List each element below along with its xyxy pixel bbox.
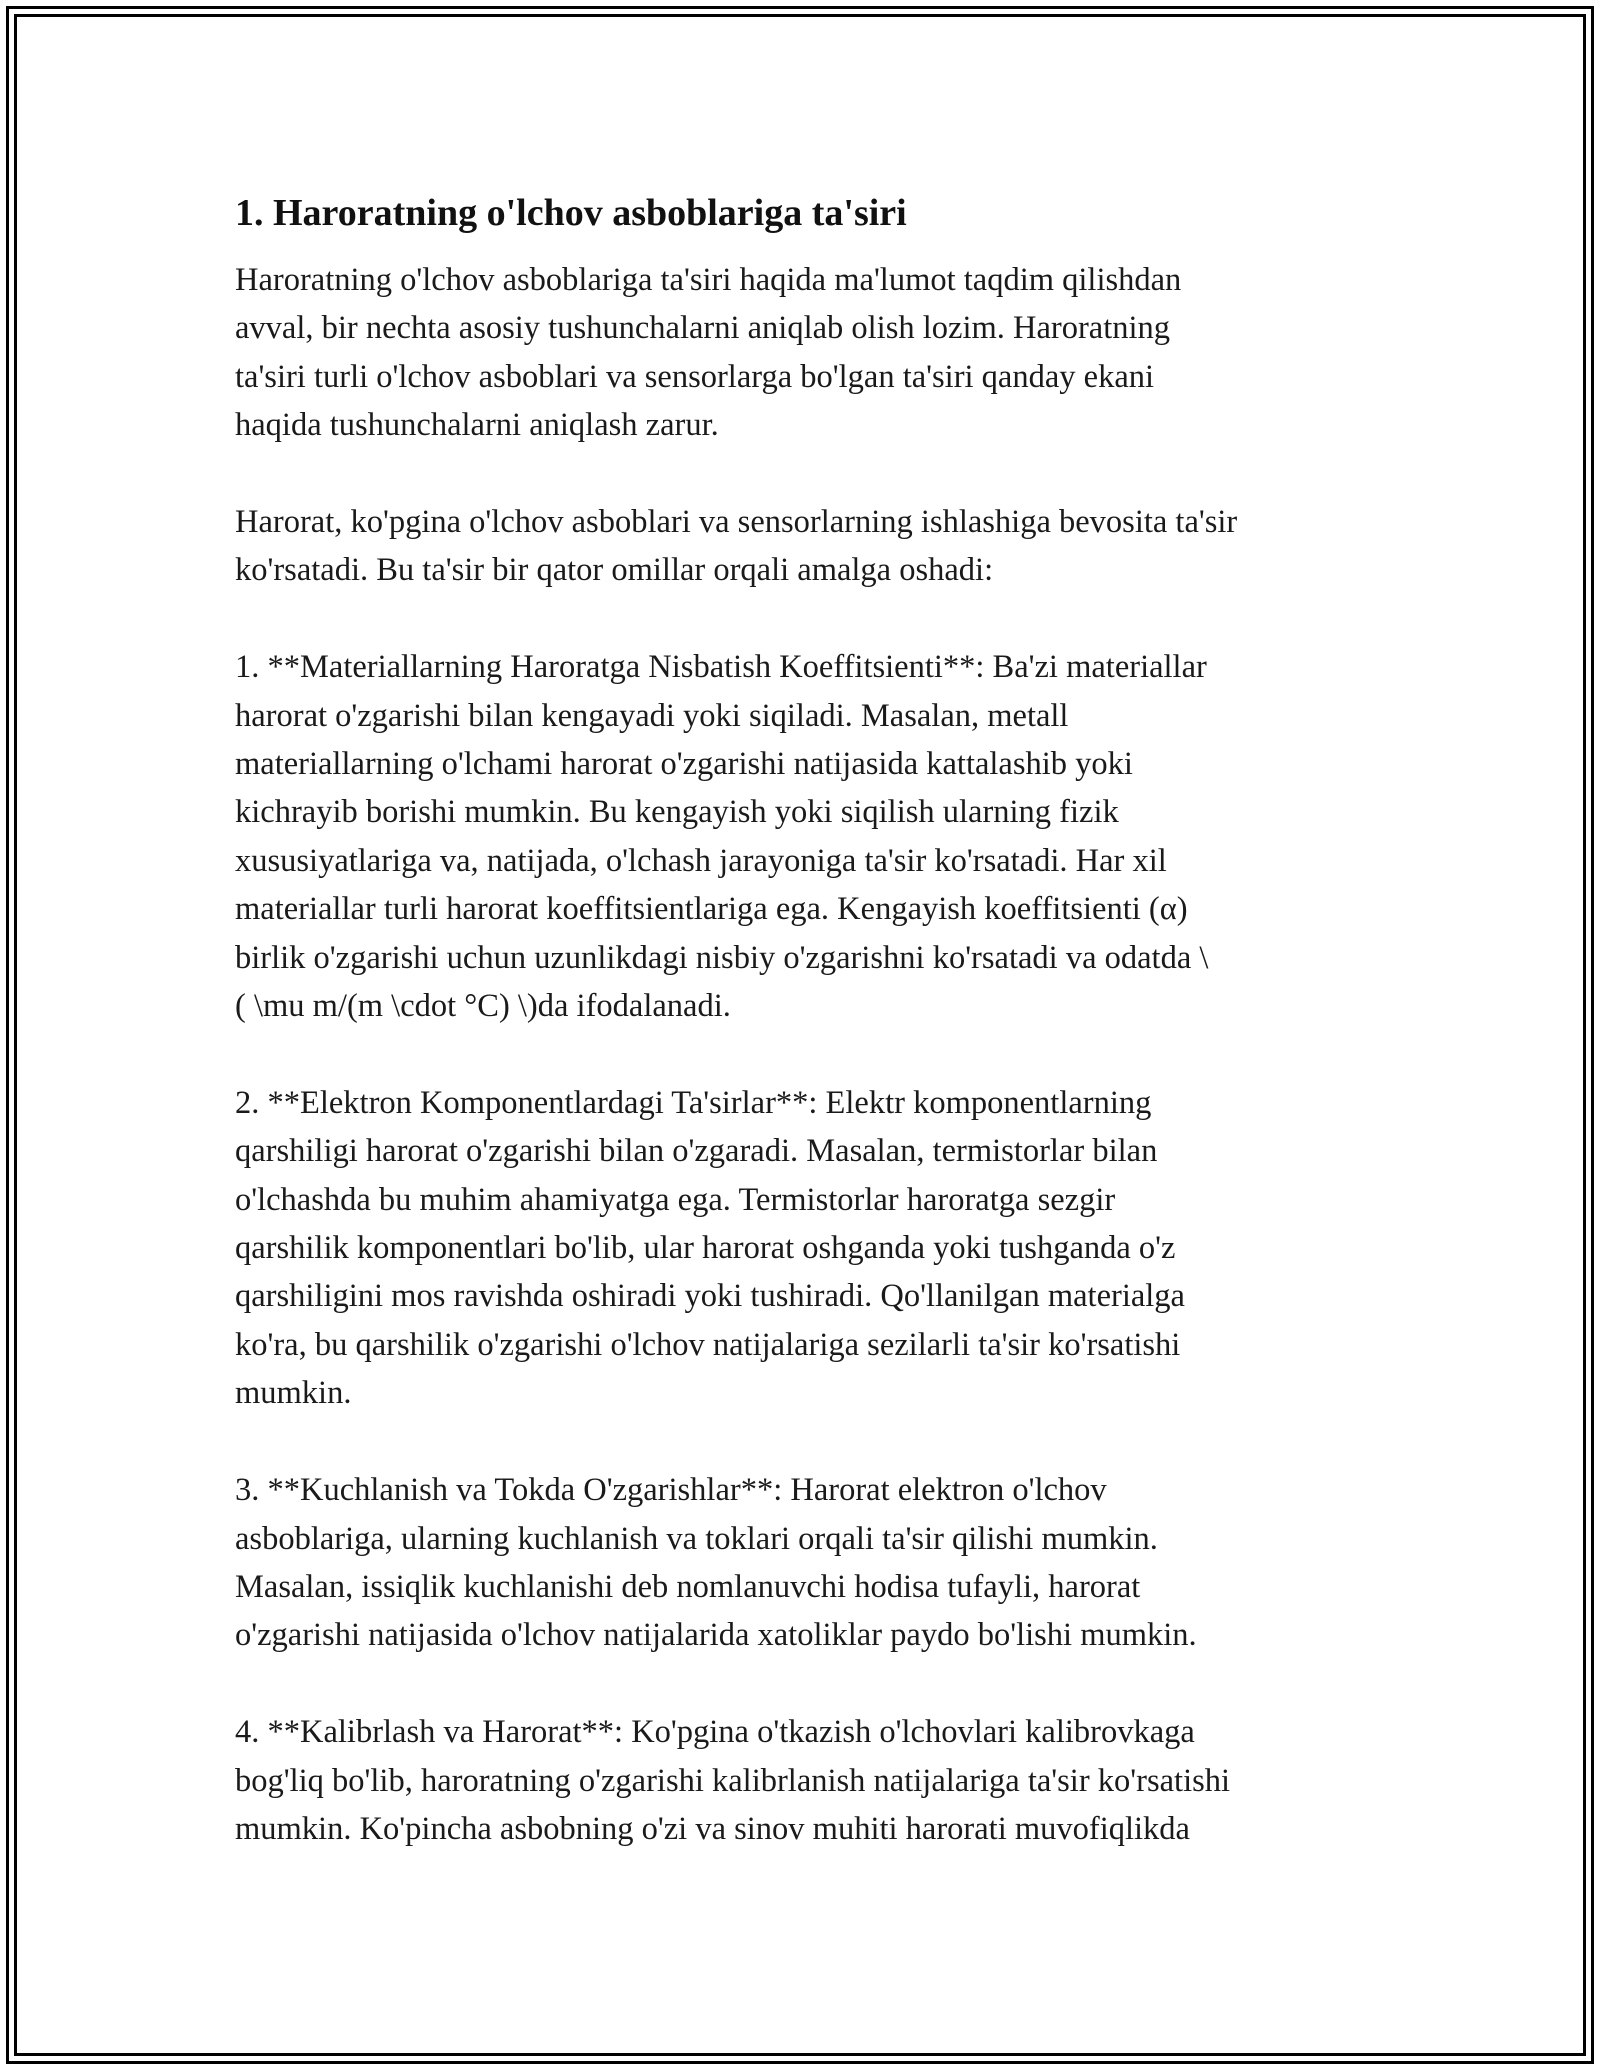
paragraph-item-3: 3. **Kuchlanish va Tokda O'zgarishlar**: Harorat elektron o'lchov asboblariga, ularning kuchlanish va toklari orqali ta'sir qilishi mumkin. Masalan, issiqlik kuchlanishi deb nomlanuvchi hodisa tufayli, harorat o'zgarishi natijasida o'lchov natijalarida xatoliklar paydo bo'lishi mumkin. xyxy=(235,1472,1197,1654)
paragraph-overview: Harorat, ko'pgina o'lchov asboblari va sensorlarning ishlashiga bevosita ta'sir ko'rsatadi. Bu ta'sir bir qator omillar orqali amalga oshadi: xyxy=(235,504,1238,589)
paragraph-item-4: 4. **Kalibrlash va Harorat**: Ko'pgina o'tkazish o'lchovlari kalibrovkaga bog'liq bo'lib, haroratning o'zgarishi kalibrlanish natijalariga ta'sir ko'rsatishi mumkin. Ko'pincha asbobning o'zi va sinov muhiti harorati muvofiqlikda xyxy=(235,1714,1231,1847)
page-title: 1. Haroratning o'lchov asboblariga ta'siri xyxy=(235,192,907,234)
paragraph-item-1: 1. **Materiallarning Haroratga Nisbatish Koeffitsienti**: Ba'zi materiallar harorat o'zgarishi bilan kengayadi yoki siqiladi. Masalan, metall materiallarning o'lchami harorat o'zgarishi natijasida kattalashib yoki kichrayib borishi mumkin. Bu kengayish yoki siqilish ularning fizik xususiyatlariga va, natijada, o'lchash jarayoniga ta'sir ko'rsatadi. Har xil materiallar turli harorat koeffitsientlariga ega. Kengayish koeffitsienti (α) birlik o'zgarishi uchun uzunlikdagi nisbiy o'zgarishni ko'rsatadi va odatda \ ( \mu m/(m \cdot °C) \)da ifodalanadi. xyxy=(235,649,1209,1025)
paragraph-item-2: 2. **Elektron Komponentlardagi Ta'sirlar**: Elektr komponentlarning qarshiligi harorat o'zgarishi bilan o'zgaradi. Masalan, termistorlar bilan o'lchashda bu muhim ahamiyatga ega. Termistorlar haroratga sezgir qarshilik komponentlari bo'lib, ular harorat oshganda yoki tushganda o'z qarshiligini mos ravishda oshiradi yoki tushiradi. Qo'llanilgan materialga ko'ra, bu qarshilik o'zgarishi o'lchov natijalariga sezilarli ta'sir ko'rsatishi mumkin. xyxy=(235,1084,1185,1412)
document-body xyxy=(235,188,1395,1902)
paragraph-intro: Haroratning o'lchov asboblariga ta'siri haqida ma'lumot taqdim qilishdan avval, bir nechta asosiy tushunchalarni aniqlab olish lozim. Haroratning ta'siri turli o'lchov asboblari va sensorlarga bo'lgan ta'siri qanday ekani haqida tushunchalarni aniqlash zarur. xyxy=(235,262,1182,444)
